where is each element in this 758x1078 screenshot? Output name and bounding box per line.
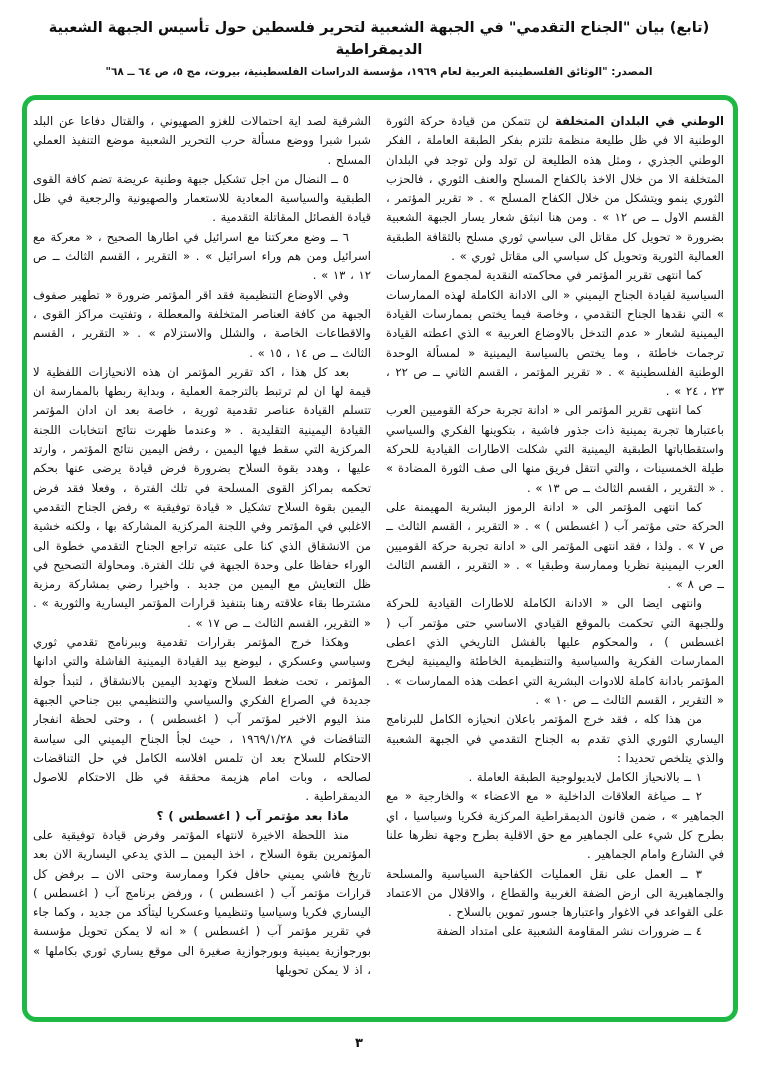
paragraph: ٣ ــ العمل على نقل العمليات الكفاحية السياسية والمسلحة والجماهيرية الى ارض الضفة الغربية والقطاع ، والاقلال من الاعتماد على القواعد في الاغوار واعتبارها جسور تموين بالسلاح .: [386, 866, 724, 920]
left-text-column: [33, 112, 371, 1007]
paragraph: وفي الاوضاع التنظيمية فقد اقر المؤتمر ضرورة « تطهير صفوف الجبهة من كافة العناصر المتخلفة والمعطلة ، وتفتيت مراكز القوى ، والاقطاعات الخاصة ، والشلل والاستزلام » . « التقرير ، القسم الثالث ــ ص ١٤ ، ١٥ » .: [33, 287, 371, 360]
paragraph: بعد كل هذا ، اكد تقرير المؤتمر ان هذه الانحيازات اللفظية لا قيمة لها ان لم ترتبط بالترجمة العملية ، وبداية ربطها بالممارسة ان تتسلم القيادة عناصر تقدمية ثورية ، خاصة بعد ان ادان المؤتمر القيادة اليمينية التقليدية . « وعندما ظهرت نتائج انتخابات اللجنة المركزية التي سقط فيها اليمين ، رفض اليمين نتائج المؤتمر ، وارتد عليها ، وهدد بقوة السلاح بضرورة فرض قيادة يرضى عنها بحكم تحكمه بمراكز القوى المسلحة في تلك الفترة ، وفعلا فقد فرض اليمين بقوة السلاح تشكيل « قيادة توفيقية » رفض الجناح التقدمي الاغلبي في المؤتمر وفي اللجنة المركزية المشاركة بها ، ولكنه خشية من الانشقاق الذي كنا على عتبته تراجع الجناح التقدمي خطوة الى الوراء حفاظا على وحدة الجبهة في تلك الفترة. ومحاولة التصحيح في ظل التعايش مع اليمين من جديد . واخيرا رضي بمشاركة رمزية مشترطا بقاء علاقته رهنا بتنفيذ قرارات المؤتمر اليسارية والثورية » . « التقرير، القسم الثالث ــ ص ١٧ » .: [33, 364, 371, 630]
document-source-line: المصدر: "الوثائق الفلسطينية العربية لعام ١٩٦٩، مؤسسة الدراسات الفلسطينية، بيروت، مج ٥، ص ٦٤ ــ ٦٨": [105, 65, 653, 78]
section-heading: ماذا بعد مؤتمر آب ( اغسطس ) ؟: [156, 808, 349, 823]
paragraph: وانتهى ايضا الى « الادانة الكاملة للاطارات القيادية للحركة وللجبهة التي تحكمت بالموقع القيادي الاساسي حتى مؤتمر آب ( اغسطس ) ، والمحكوم عليها بالفشل التاريخي الذي اعطى الممارسات الفكرية والسياسية والتنظيمية الخاطئة واليمينية ليخرج المؤتمر بادانة كاملة للادوات البشرية التي اعطت هذه الممارسات » . « التقرير ، القسم الثالث ــ ص ١٠ » .: [386, 596, 724, 707]
paragraph: الشرقية لصد اية احتمالات للغزو الصهيوني ، والقتال دفاعا عن البلد شبرا شبرا ووضع مسألة حرب التحرير الشعبية موضع التنفيذ العملي المسلح .: [33, 114, 371, 167]
paragraph: الوطني في البلدان المتخلفة لن تتمكن من قيادة حركة الثورة الوطنية الا في ظل طليعة منظمة تلتزم بفكر الطبقة العاملة ، الفكر الوطني الجذري ، ومثل هذه الطليعة لن تولد ولن توجد في البلدان المتخلفة الا من خلال الاخذ بالكفاح المسلح والعنف الثوري ، فالحزب الثوري ينمو ويتشكل من خلال الكفاح المسلح » . « تقرير المؤتمر ، القسم الاول ــ ص ١٢ » . ومن هنا انبثق شعار يسار الجبهة الشعبية بضرورة « تحويل كل مقاتل الى سياسي ثوري مسلح بالثقافة الطبقية العمالية الثورية وتحويل كل سياسي الى مقاتل ثوري » .: [386, 114, 724, 264]
bold-lead-text: الوطني في البلدان المتخلفة: [555, 114, 724, 128]
paragraph: كما انتهى تقرير المؤتمر في محاكمته النقدية لمجموع الممارسات السياسية لقيادة الجناح اليميني « الى الادانة الكاملة لهذه الممارسات » التي نقدها الجناح التقدمي ، وخاصة فيما يختص بممارسات القيادة اليمينية لشعار « عدم التدخل بالاوضاع العربية » الذي اعطته القيادة ترجمات خاطئة ، وما يختص بالسياسة اليمينية « لمسألة الوحدة الوطنية الفلسطينية » . « تقرير المؤتمر ، القسم الثاني ــ ص ٢٢ ، ٢٣ ، ٢٤ » .: [386, 268, 724, 399]
right-text-column: [386, 112, 724, 1007]
paragraph: كما انتهى المؤتمر الى « ادانة الرموز البشرية المهيمنة على الحركة حتى مؤتمر آب ( اغسطس ) » . « التقرير ، القسم الثالث ــ ص ٧ » . ولذا ، فقد انتهى المؤتمر الى « ادانة تجربة حركة القوميين العرب اليمينية نظريا وممارسة وطبقيا » . « التقرير ، القسم الثالث ــ ص ٨ » .: [386, 499, 724, 592]
paragraph: كما انتهى تقرير المؤتمر الى « ادانة تجربة حركة القوميين العرب باعتبارها تجربة يمينية ذات جذور فاشية ، بتكوينها الفكري والسياسي واستقطاباتها الطبقية اليمينية التي شكلت الاطارات القيادية للحركة طيلة الخمسينات ، والتي انتقل فريق منها الى صف الثورة المضادة » . « التقرير ، القسم الثالث ــ ص ١٣ » .: [386, 403, 724, 495]
two-column-layout: [27, 100, 733, 1017]
paragraph: ٥ ــ النضال من اجل تشكيل جبهة وطنية عريضة تضم كافة القوى الطبقية والسياسية المعادية للاستعمار والصهيونية والرجعية في ظل قيادة الفصائل المقاتلة التقدمية .: [33, 171, 371, 225]
green-border-frame: [22, 95, 738, 1022]
paragraph: وهكذا خرج المؤتمر بقرارات تقدمية وببرنامج تقدمي ثوري وسياسي وعسكري ، ليوضع بيد القيادة اليمينية الفاشلة والتي ادانها المؤتمر ، تحت ضغط السلاح وتهديد اليمين بالانشقاق ، لتبدأ جولة جديدة في الصراع الفكري والسياسي والتنظيمي بين جناحي الجبهة منذ اليوم الاخير لمؤتمر آب ( اغسطس ) ، وحتى لحظة انفجار التناقضات في ١٩٦٩/١/٢٨ ، حيث لجأ الجناح اليميني الى سياسة الاحتكام للسلاح بعد ان تلمس افلاسه الكامل في حل التناقضات لصالحه ، وبات امام هزيمة محققة في ظل الاحتكام للاصول الديمقراطية .: [33, 635, 371, 804]
paragraph: ٦ ــ وضع معركتنا مع اسرائيل في اطارها الصحيح ، « معركة مع اسرائيل ومن هم وراء اسرائيل » . « التقرير ، القسم الثالث ــ ص ١٢ ، ١٣ » .: [33, 229, 371, 283]
page-header: [20, 18, 738, 78]
paragraph: من هذا كله ، فقد خرج المؤتمر باعلان انحيازه الكامل للبرنامج اليساري الثوري الذي تقدم به الجناح التقدمي في الجبهة الشعبية والذي يتلخص تحديدا :: [386, 712, 724, 765]
paragraph: ٤ ــ ضرورات نشر المقاومة الشعبية على امتداد الضفة: [436, 924, 702, 939]
page-number: ٣: [355, 1036, 363, 1051]
document-title: (تابع) بيان "الجناح التقدمي" في الجبهة الشعبية لتحرير فلسطين حول تأسيس الجبهة الشعبية الديمقراطية: [48, 20, 710, 58]
paragraph: ٢ ــ صياغة العلاقات الداخلية « مع الاعضاء » والخارجية « مع الجماهير » ، ضمن قانون الديمقراطية المركزية فكريا وسياسيا ، اي بطرح كل شيء على الجماهير مع حق الاقلية بطرح وجهة نظرها علنا في الشارع وامام الجماهير .: [386, 789, 724, 862]
paragraph: ١ ــ بالانحياز الكامل لايديولوجية الطبقة العاملة .: [468, 770, 702, 785]
paragraph: منذ اللحظة الاخيرة لانتهاء المؤتمر وفرض قيادة توفيقية على المؤتمرين بقوة السلاح ، اخذ اليمين ــ الذي يدعي اليسارية الان بعد تاريخ فاشي يميني حافل فكرا وممارسة وحتى الان ــ برفض كل قرارات مؤتمر آب ( اغسطس ) ، ورفض برنامج آب ( اغسطس ) اليساري فكريا وسياسيا وتنظيميا وعسكريا ليتأكد من جديد ، وكما جاء في تقرير مؤتمر آب ( اغسطس ) « انه لا يمكن تحويل مؤسسة بورجوازية يمينية وبورجوازية صغيرة الى موقع يساري ثوري بكاملها » ، اذ لا يمكن تحويلها: [33, 827, 371, 978]
